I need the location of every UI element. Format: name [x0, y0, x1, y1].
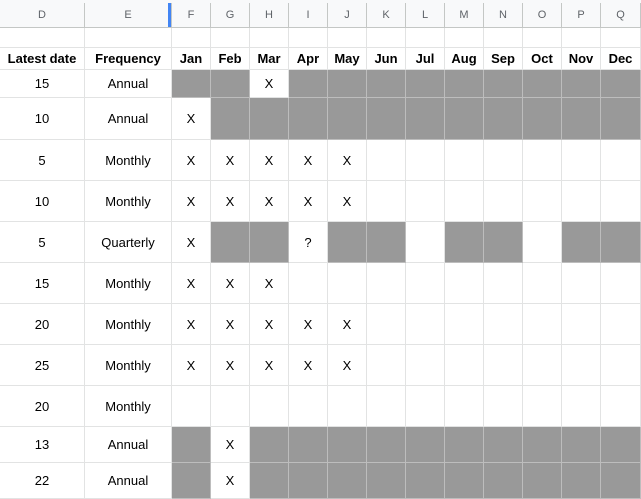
latest-date-cell[interactable]: 20: [0, 386, 85, 427]
month-cell[interactable]: [445, 70, 484, 98]
blank-cell[interactable]: [406, 28, 445, 48]
frequency-cell[interactable]: Monthly: [85, 181, 172, 222]
month-cell[interactable]: X: [250, 70, 289, 98]
month-cell[interactable]: [406, 463, 445, 499]
month-cell[interactable]: [406, 181, 445, 222]
frequency-cell[interactable]: Annual: [85, 463, 172, 499]
month-cell[interactable]: [367, 304, 406, 345]
month-cell[interactable]: X: [172, 181, 211, 222]
month-cell[interactable]: [445, 181, 484, 222]
month-cell[interactable]: X: [211, 140, 250, 181]
month-cell[interactable]: ?: [289, 222, 328, 263]
month-cell[interactable]: [484, 98, 523, 140]
month-cell[interactable]: [523, 70, 562, 98]
month-cell[interactable]: X: [328, 181, 367, 222]
frequency-cell[interactable]: Annual: [85, 70, 172, 98]
column-header-n[interactable]: N: [484, 3, 523, 28]
month-cell[interactable]: [367, 140, 406, 181]
month-cell[interactable]: X: [289, 140, 328, 181]
month-cell[interactable]: [601, 386, 641, 427]
column-header-j[interactable]: J: [328, 3, 367, 28]
latest-date-cell[interactable]: 5: [0, 222, 85, 263]
month-cell[interactable]: [289, 263, 328, 304]
month-cell[interactable]: X: [289, 181, 328, 222]
month-cell[interactable]: [484, 263, 523, 304]
month-cell[interactable]: [484, 181, 523, 222]
column-header-m[interactable]: M: [445, 3, 484, 28]
latest-date-cell[interactable]: 20: [0, 304, 85, 345]
month-cell[interactable]: [250, 463, 289, 499]
month-cell[interactable]: [445, 386, 484, 427]
month-cell[interactable]: [562, 304, 601, 345]
month-cell[interactable]: X: [211, 304, 250, 345]
month-cell[interactable]: [289, 70, 328, 98]
month-cell[interactable]: [406, 427, 445, 463]
blank-cell[interactable]: [328, 28, 367, 48]
month-cell[interactable]: [601, 181, 641, 222]
month-cell[interactable]: [406, 222, 445, 263]
month-cell[interactable]: [523, 427, 562, 463]
blank-cell[interactable]: [445, 28, 484, 48]
header-cell[interactable]: Nov: [562, 48, 601, 70]
frequency-cell[interactable]: Annual: [85, 427, 172, 463]
blank-cell[interactable]: [289, 28, 328, 48]
month-cell[interactable]: [328, 427, 367, 463]
latest-date-cell[interactable]: 22: [0, 463, 85, 499]
month-cell[interactable]: [601, 263, 641, 304]
frequency-cell[interactable]: Monthly: [85, 386, 172, 427]
month-cell[interactable]: [445, 98, 484, 140]
month-cell[interactable]: [601, 222, 641, 263]
month-cell[interactable]: [172, 427, 211, 463]
blank-cell[interactable]: [0, 28, 85, 48]
month-cell[interactable]: X: [328, 140, 367, 181]
month-cell[interactable]: [328, 70, 367, 98]
column-header-d[interactable]: D: [0, 3, 85, 28]
month-cell[interactable]: X: [250, 345, 289, 386]
month-cell[interactable]: X: [250, 140, 289, 181]
month-cell[interactable]: X: [211, 345, 250, 386]
month-cell[interactable]: [328, 222, 367, 263]
latest-date-cell[interactable]: 5: [0, 140, 85, 181]
month-cell[interactable]: X: [172, 140, 211, 181]
month-cell[interactable]: [172, 386, 211, 427]
month-cell[interactable]: [367, 222, 406, 263]
month-cell[interactable]: [484, 386, 523, 427]
header-cell[interactable]: Latest date: [0, 48, 85, 70]
month-cell[interactable]: X: [172, 222, 211, 263]
month-cell[interactable]: [211, 98, 250, 140]
frequency-cell[interactable]: Monthly: [85, 263, 172, 304]
month-cell[interactable]: [367, 386, 406, 427]
month-cell[interactable]: [523, 222, 562, 263]
header-cell[interactable]: Feb: [211, 48, 250, 70]
frequency-cell[interactable]: Monthly: [85, 140, 172, 181]
column-header-l[interactable]: L: [406, 3, 445, 28]
month-cell[interactable]: [328, 386, 367, 427]
frequency-cell[interactable]: Annual: [85, 98, 172, 140]
month-cell[interactable]: X: [250, 181, 289, 222]
month-cell[interactable]: [484, 304, 523, 345]
month-cell[interactable]: [445, 222, 484, 263]
blank-cell[interactable]: [523, 28, 562, 48]
latest-date-cell[interactable]: 10: [0, 98, 85, 140]
month-cell[interactable]: [484, 427, 523, 463]
month-cell[interactable]: [328, 263, 367, 304]
month-cell[interactable]: [367, 463, 406, 499]
month-cell[interactable]: [367, 70, 406, 98]
column-header-f[interactable]: F: [172, 3, 211, 28]
blank-cell[interactable]: [484, 28, 523, 48]
month-cell[interactable]: [172, 70, 211, 98]
month-cell[interactable]: [484, 70, 523, 98]
month-cell[interactable]: [562, 263, 601, 304]
month-cell[interactable]: [406, 263, 445, 304]
month-cell[interactable]: [601, 98, 641, 140]
month-cell[interactable]: [289, 98, 328, 140]
month-cell[interactable]: [367, 263, 406, 304]
month-cell[interactable]: [406, 345, 445, 386]
column-header-e[interactable]: E: [85, 3, 172, 28]
column-header-p[interactable]: P: [562, 3, 601, 28]
latest-date-cell[interactable]: 15: [0, 263, 85, 304]
month-cell[interactable]: X: [172, 345, 211, 386]
blank-cell[interactable]: [367, 28, 406, 48]
month-cell[interactable]: [406, 98, 445, 140]
month-cell[interactable]: X: [250, 304, 289, 345]
header-cell[interactable]: Dec: [601, 48, 641, 70]
latest-date-cell[interactable]: 13: [0, 427, 85, 463]
month-cell[interactable]: [445, 345, 484, 386]
frequency-cell[interactable]: Monthly: [85, 345, 172, 386]
month-cell[interactable]: X: [172, 263, 211, 304]
month-cell[interactable]: [562, 140, 601, 181]
latest-date-cell[interactable]: 10: [0, 181, 85, 222]
blank-cell[interactable]: [211, 28, 250, 48]
header-cell[interactable]: Jul: [406, 48, 445, 70]
month-cell[interactable]: [601, 345, 641, 386]
month-cell[interactable]: [328, 98, 367, 140]
month-cell[interactable]: [601, 140, 641, 181]
header-cell[interactable]: Apr: [289, 48, 328, 70]
month-cell[interactable]: [523, 181, 562, 222]
month-cell[interactable]: [367, 345, 406, 386]
month-cell[interactable]: [523, 304, 562, 345]
month-cell[interactable]: [250, 427, 289, 463]
month-cell[interactable]: [289, 463, 328, 499]
month-cell[interactable]: [562, 222, 601, 263]
month-cell[interactable]: X: [250, 263, 289, 304]
month-cell[interactable]: X: [211, 427, 250, 463]
month-cell[interactable]: [406, 386, 445, 427]
header-cell[interactable]: Frequency: [85, 48, 172, 70]
month-cell[interactable]: X: [289, 345, 328, 386]
month-cell[interactable]: [523, 345, 562, 386]
month-cell[interactable]: [523, 463, 562, 499]
month-cell[interactable]: [484, 140, 523, 181]
header-cell[interactable]: Sep: [484, 48, 523, 70]
header-cell[interactable]: Oct: [523, 48, 562, 70]
column-header-k[interactable]: K: [367, 3, 406, 28]
blank-cell[interactable]: [250, 28, 289, 48]
month-cell[interactable]: [523, 140, 562, 181]
month-cell[interactable]: X: [328, 304, 367, 345]
month-cell[interactable]: [601, 427, 641, 463]
month-cell[interactable]: [367, 98, 406, 140]
header-cell[interactable]: May: [328, 48, 367, 70]
month-cell[interactable]: [484, 463, 523, 499]
month-cell[interactable]: [367, 181, 406, 222]
month-cell[interactable]: [601, 70, 641, 98]
month-cell[interactable]: [484, 222, 523, 263]
month-cell[interactable]: [250, 222, 289, 263]
month-cell[interactable]: [601, 304, 641, 345]
month-cell[interactable]: [211, 222, 250, 263]
month-cell[interactable]: [445, 463, 484, 499]
header-cell[interactable]: Jun: [367, 48, 406, 70]
blank-cell[interactable]: [172, 28, 211, 48]
blank-cell[interactable]: [562, 28, 601, 48]
month-cell[interactable]: X: [211, 181, 250, 222]
month-cell[interactable]: X: [211, 263, 250, 304]
month-cell[interactable]: [172, 463, 211, 499]
month-cell[interactable]: [445, 304, 484, 345]
column-header-o[interactable]: O: [523, 3, 562, 28]
column-header-g[interactable]: G: [211, 3, 250, 28]
header-cell[interactable]: Mar: [250, 48, 289, 70]
month-cell[interactable]: [562, 70, 601, 98]
month-cell[interactable]: [250, 98, 289, 140]
month-cell[interactable]: [562, 181, 601, 222]
month-cell[interactable]: [406, 70, 445, 98]
month-cell[interactable]: [211, 386, 250, 427]
header-cell[interactable]: Aug: [445, 48, 484, 70]
month-cell[interactable]: [445, 263, 484, 304]
month-cell[interactable]: [523, 98, 562, 140]
month-cell[interactable]: [523, 386, 562, 427]
month-cell[interactable]: [562, 386, 601, 427]
month-cell[interactable]: [289, 427, 328, 463]
month-cell[interactable]: [601, 463, 641, 499]
latest-date-cell[interactable]: 25: [0, 345, 85, 386]
frequency-cell[interactable]: Quarterly: [85, 222, 172, 263]
column-header-i[interactable]: I: [289, 3, 328, 28]
month-cell[interactable]: [562, 98, 601, 140]
month-cell[interactable]: [484, 345, 523, 386]
frequency-cell[interactable]: Monthly: [85, 304, 172, 345]
month-cell[interactable]: [211, 70, 250, 98]
month-cell[interactable]: X: [172, 304, 211, 345]
column-header-h[interactable]: H: [250, 3, 289, 28]
header-cell[interactable]: Jan: [172, 48, 211, 70]
month-cell[interactable]: [367, 427, 406, 463]
month-cell[interactable]: X: [172, 98, 211, 140]
month-cell[interactable]: [289, 386, 328, 427]
month-cell[interactable]: X: [328, 345, 367, 386]
month-cell[interactable]: [562, 427, 601, 463]
month-cell[interactable]: [445, 140, 484, 181]
column-header-q[interactable]: Q: [601, 3, 641, 28]
month-cell[interactable]: [562, 463, 601, 499]
month-cell[interactable]: [406, 304, 445, 345]
month-cell[interactable]: X: [211, 463, 250, 499]
blank-cell[interactable]: [85, 28, 172, 48]
blank-cell[interactable]: [601, 28, 641, 48]
month-cell[interactable]: [562, 345, 601, 386]
month-cell[interactable]: [328, 463, 367, 499]
month-cell[interactable]: X: [289, 304, 328, 345]
month-cell[interactable]: [445, 427, 484, 463]
month-cell[interactable]: [250, 386, 289, 427]
month-cell[interactable]: [523, 263, 562, 304]
month-cell[interactable]: [406, 140, 445, 181]
latest-date-cell[interactable]: 15: [0, 70, 85, 98]
